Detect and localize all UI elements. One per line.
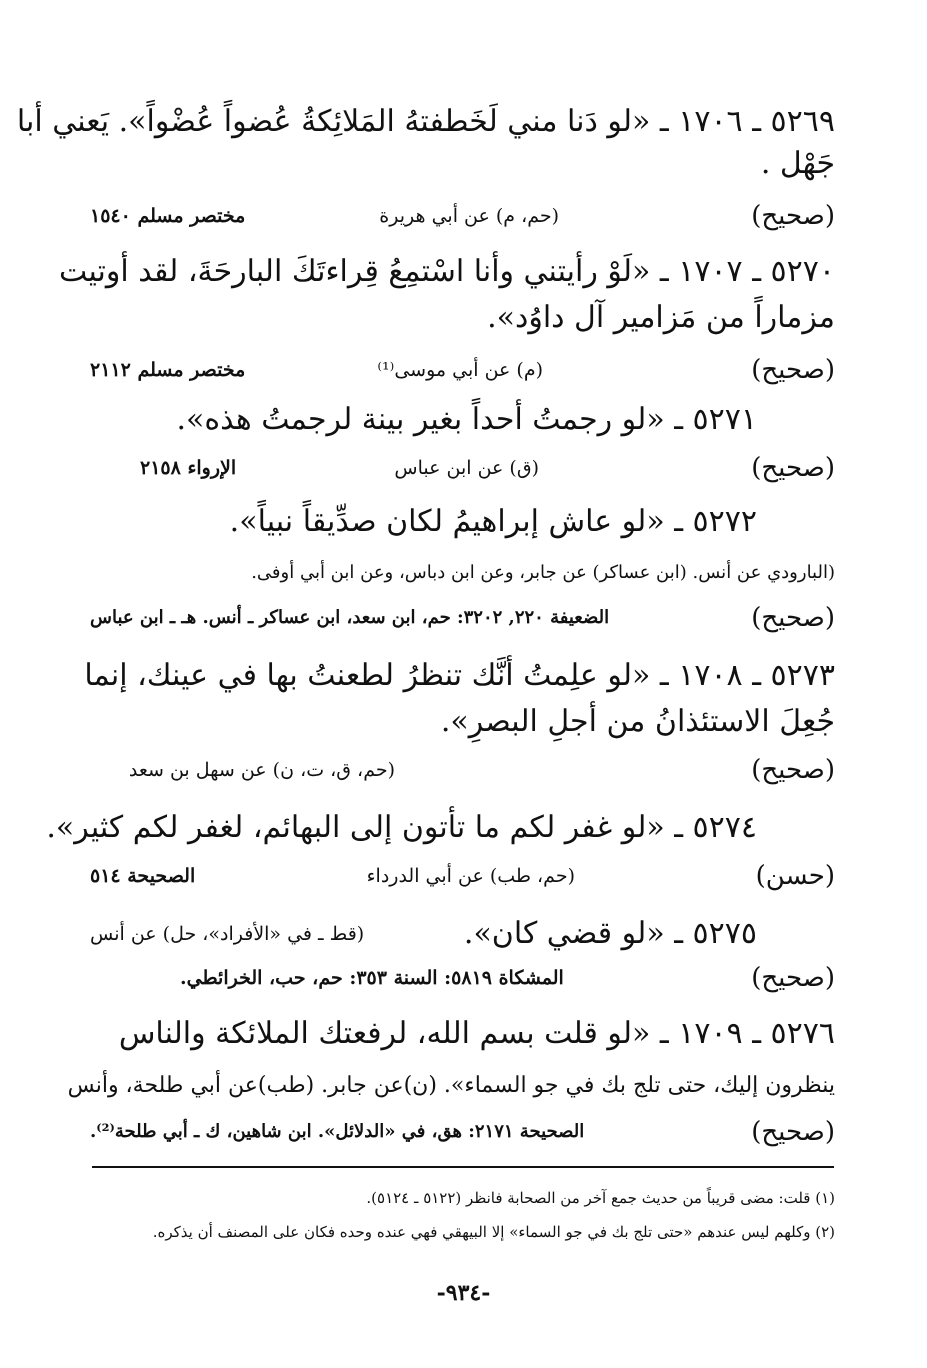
hadith-5269-line1: ٥٢٦٩ ـ ١٧٠٦ ـ «لو دَنا مني لَخَطفتهُ المَلائِكةُ عُضواً عُضْواً». يَعني أبا bbox=[16, 104, 835, 139]
hadith-5272-sources-note: (البارودي عن أنس. (ابن عساكر) عن جابر، وعن ابن دباس، وعن ابن أبي أوفى. bbox=[251, 562, 835, 583]
footnote-1: (١) قلت: مضى قريباً من حديث جمع آخر من الصحابة فانظر (٥١٢٢ ـ ٥١٢٤). bbox=[366, 1189, 835, 1207]
grade-label: (صحيح) bbox=[751, 963, 835, 993]
reference-citation: الصحيحة ٥١٤ bbox=[90, 865, 196, 887]
reference-citation: الإرواء ٢١٥٨ bbox=[140, 457, 237, 479]
hadith-5276-grading-row bbox=[90, 1112, 835, 1152]
reference-citation: الضعيفة ٢٢٠, ٣٢٠٢: حم، ابن سعد، ابن عساكر ـ أنس. هـ ـ ابن عباس bbox=[90, 607, 610, 628]
hadith-5270-line2: مزماراً من مَزامير آل داوُد». bbox=[487, 300, 835, 335]
hadith-5269-grading-row bbox=[90, 196, 835, 236]
grade-label: (صحيح) bbox=[751, 755, 835, 785]
hadith-5273-grading-row bbox=[90, 750, 835, 790]
footnote-divider bbox=[92, 1166, 834, 1168]
grade-label: (صحيح) bbox=[751, 1117, 835, 1147]
reference-citation: المشكاة ٥٨١٩: السنة ٣٥٣: حم، حب، الخرائطي. bbox=[180, 967, 564, 989]
source-citation: (قط ـ في «الأفراد»، حل) عن أنس bbox=[90, 923, 365, 945]
hadith-5272-grading-row bbox=[90, 598, 835, 638]
hadith-5276-line2: ينظرون إليك، حتى تلج بك في جو السماء». (ن)عن جابر. (طب)عن أبي طلحة، وأنس bbox=[67, 1073, 835, 1098]
hadith-5270-grading-row bbox=[90, 350, 835, 390]
reference-citation: الصحيحة ٢١٧١: هق، في «الدلائل». ابن شاهين، ك ـ أبي طلحة⁽²⁾. bbox=[90, 1121, 585, 1142]
hadith-5275-line1: ٥٢٧٥ ـ «لو قضي كان». bbox=[463, 916, 757, 951]
hadith-5273-line1: ٥٢٧٣ ـ ١٧٠٨ ـ «لو علِمتُ أنَّك تنظرُ لطعنتُ بها في عينك، إنما bbox=[84, 658, 835, 693]
source-citation: (حم، ق، ت، ن) عن سهل بن سعد bbox=[128, 759, 395, 781]
hadith-5273-line2: جُعِلَ الاستئذانُ من أجلِ البصرِ». bbox=[440, 704, 835, 739]
source-citation: (حم، طب) عن أبي الدرداء bbox=[366, 865, 575, 887]
hadith-5271-line1: ٥٢٧١ ـ «لو رجمتُ أحداً بغير بينة لرجمتُ هذه». bbox=[176, 402, 757, 437]
hadith-5274-grading-row bbox=[90, 856, 835, 896]
footnote-2: (٢) وكلهم ليس عندهم «حتى تلج بك في جو السماء» إلا البيهقي فهي عنده وحده فكان على المصنف أن يذكره. bbox=[152, 1223, 835, 1241]
grade-label: (صحيح) bbox=[751, 201, 835, 231]
grade-label: (صحيح) bbox=[751, 603, 835, 633]
hadith-5275-row bbox=[90, 912, 835, 956]
hadith-5276-line1: ٥٢٧٦ ـ ١٧٠٩ ـ «لو قلت بسم الله، لرفعتك الملائكة والناس bbox=[118, 1016, 835, 1051]
hadith-5271-grading-row bbox=[90, 448, 835, 488]
source-citation: (ق) عن ابن عباس bbox=[394, 457, 539, 479]
hadith-5275-grading-row bbox=[90, 958, 835, 998]
grade-label: (صحيح) bbox=[751, 453, 835, 483]
grade-label: (صحيح) bbox=[751, 355, 835, 385]
source-citation: (حم، م) عن أبي هريرة bbox=[379, 205, 559, 227]
hadith-5270-line1: ٥٢٧٠ ـ ١٧٠٧ ـ «لَوْ رأيتني وأنا اسْتمِعُ قِراءتَكَ البارحَةَ، لقد أوتيت bbox=[59, 254, 835, 289]
hadith-5274-line1: ٥٢٧٤ ـ «لو غفر لكم ما تأتون إلى البهائم، لغفر لكم كثير». bbox=[46, 810, 757, 845]
reference-citation: مختصر مسلم ١٥٤٠ bbox=[90, 205, 246, 227]
source-citation: (م) عن أبي موسى⁽¹⁾ bbox=[377, 359, 543, 381]
hadith-5272-line1: ٥٢٧٢ ـ «لو عاش إبراهيمُ لكان صدِّيقاً نبياً». bbox=[229, 504, 757, 539]
grade-label: (حسن) bbox=[755, 861, 835, 891]
page-number: -٩٣٤- bbox=[436, 1280, 491, 1306]
reference-citation: مختصر مسلم ٢١١٢ bbox=[90, 359, 246, 381]
hadith-5269-line2: جَهْل . bbox=[760, 146, 835, 181]
